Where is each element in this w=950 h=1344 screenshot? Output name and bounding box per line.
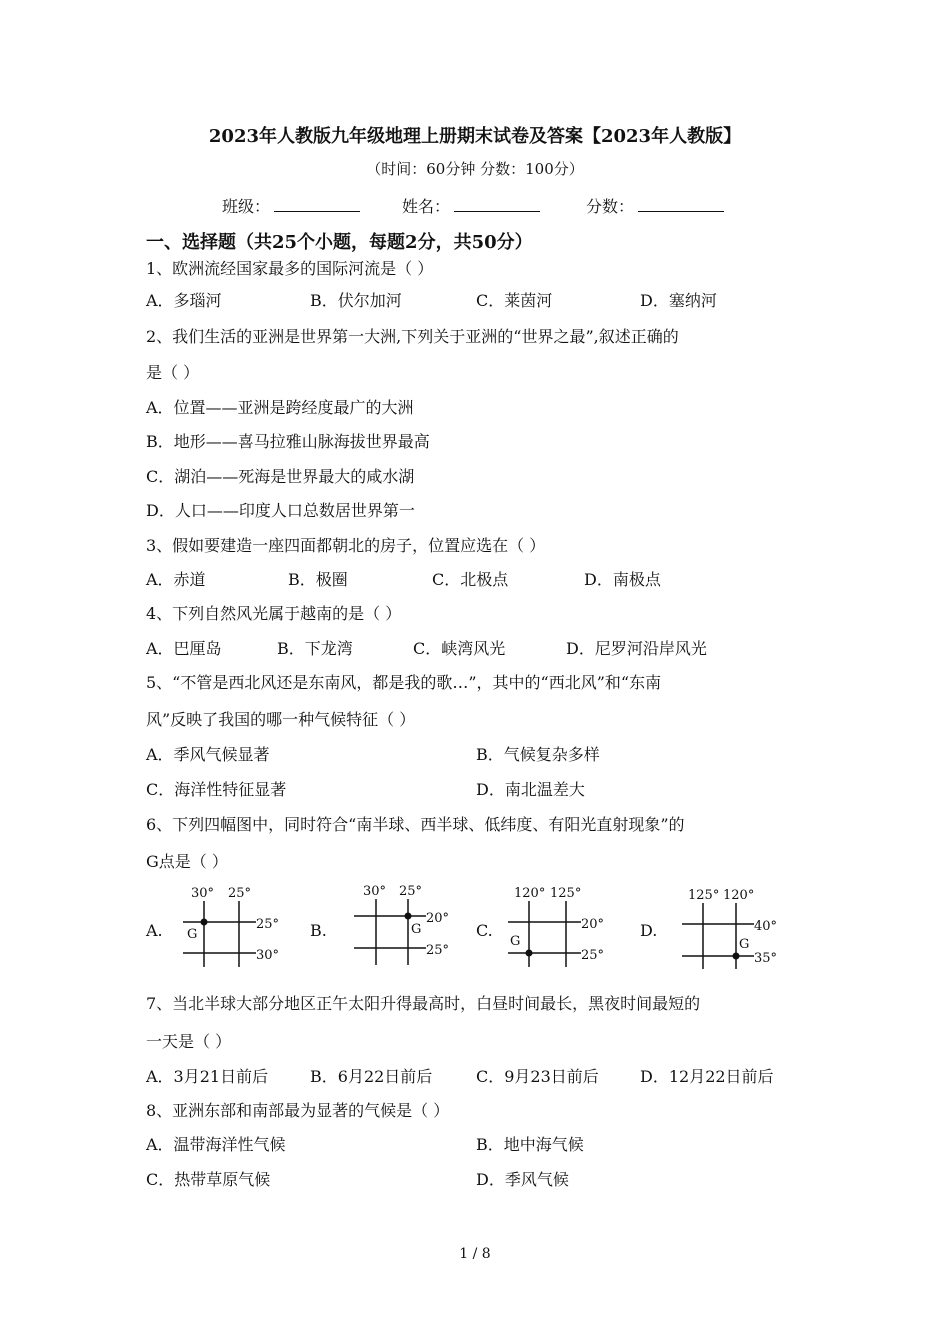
q5-option-a: A．季风气候显著 [146, 745, 270, 764]
q4-option-c: C．峡湾风光 [413, 639, 506, 658]
q6-option-c: C. [476, 921, 493, 940]
exam-time-score: （时间：60分钟 分数：100分） [366, 160, 584, 178]
q3-option-b: B．极圈 [288, 570, 348, 589]
q4-option-a: A．巴厘岛 [146, 639, 222, 658]
page-number: 1 / 8 [459, 1246, 491, 1262]
fig-b-lon2: 25° [399, 884, 423, 899]
q2-option-d: D．人口——印度人口总数居世界第一 [146, 501, 415, 520]
q1-option-c: C．莱茵河 [476, 291, 553, 310]
fig-a-lat1: 25° [256, 917, 280, 932]
fig-d-lon1: 125° [688, 888, 720, 903]
q2-option-a: A．位置——亚洲是跨经度最广的大洲 [146, 398, 414, 417]
fig-c-g-label: G [510, 934, 521, 949]
q2-option-b: B．地形——喜马拉雅山脉海拔世界最高 [146, 432, 430, 451]
q7-option-c: C．9月23日前后 [476, 1067, 599, 1086]
fig-a-lon2: 25° [228, 886, 252, 901]
class-blank[interactable] [274, 197, 360, 212]
fig-c-lon1: 120° [514, 886, 546, 901]
q1-option-d: D．塞纳河 [640, 291, 717, 310]
fig-b-g-label: G [411, 922, 422, 937]
q3-option-c: C．北极点 [432, 570, 509, 589]
q7-option-b: B．6月22日前后 [310, 1067, 433, 1086]
score-field[interactable] [586, 194, 724, 217]
q3-option-a: A．赤道 [146, 570, 206, 589]
fig-c-lon2: 125° [550, 886, 582, 901]
q6-option-d: D. [640, 921, 658, 940]
q7-option-d: D．12月22日前后 [640, 1067, 774, 1086]
name-label: 姓名： [402, 197, 451, 216]
fig-c-lat2: 25° [581, 948, 605, 963]
q3-option-d: D．南极点 [584, 570, 661, 589]
q4-option-b: B．下龙湾 [277, 639, 353, 658]
name-field[interactable] [402, 194, 540, 217]
class-field[interactable] [222, 194, 360, 217]
q2-stem-line2: 是（ ） [146, 363, 200, 382]
q6-figure-c [504, 880, 624, 974]
q7-stem-line1: 7、当北半球大部分地区正午太阳升得最高时，白昼时间最长，黑夜时间最短的 [146, 994, 701, 1013]
q4-option-d: D．尼罗河沿岸风光 [566, 639, 707, 658]
fig-c-lat1: 20° [581, 917, 605, 932]
q8-stem: 8、亚洲东部和南部最为显著的气候是（ ） [146, 1101, 450, 1120]
q7-option-a: A．3月21日前后 [146, 1067, 269, 1086]
q3-stem: 3、假如要建造一座四面都朝北的房子，位置应选在（ ） [146, 536, 546, 555]
fig-d-point-g [733, 953, 740, 960]
fig-d-lat2: 35° [754, 951, 778, 966]
q1-option-b: B．伏尔加河 [310, 291, 402, 310]
fig-d-lon2: 120° [723, 888, 755, 903]
fig-a-point-g [201, 919, 208, 926]
fig-a-lat2: 30° [256, 948, 280, 963]
fig-b-lon1: 30° [363, 884, 387, 899]
q5-stem-line1: 5、“不管是西北风还是东南风，都是我的歌…”，其中的“西北风”和“东南 [146, 673, 662, 692]
q6-option-b: B. [310, 921, 327, 940]
fig-b-lat2: 25° [426, 943, 450, 958]
q5-option-c: C．海洋性特征显著 [146, 780, 287, 799]
q5-option-b: B．气候复杂多样 [476, 745, 600, 764]
q4-stem: 4、下列自然风光属于越南的是（ ） [146, 604, 402, 623]
q8-option-c: C．热带草原气候 [146, 1170, 271, 1189]
q2-option-c: C．湖泊——死海是世界最大的咸水湖 [146, 467, 415, 486]
fig-d-g-label: G [739, 937, 750, 952]
fig-c-point-g [526, 950, 533, 957]
q8-option-b: B．地中海气候 [476, 1135, 584, 1154]
q6-option-a: A. [146, 921, 163, 940]
fig-b-point-g [405, 913, 412, 920]
fig-a-lon1: 30° [191, 886, 215, 901]
q5-stem-line2: 风”反映了我国的哪一种气候特征（ ） [146, 710, 416, 729]
score-blank[interactable] [638, 197, 724, 212]
q6-stem-line1: 6、下列四幅图中，同时符合“南半球、西半球、低纬度、有阳光直射现象”的 [146, 815, 685, 834]
q2-stem-line1: 2、我们生活的亚洲是世界第一大洲,下列关于亚洲的“世界之最”,叙述正确的 [146, 327, 679, 346]
q6-figure-d [676, 882, 796, 976]
class-label: 班级： [222, 197, 271, 216]
fig-d-lat1: 40° [754, 919, 778, 934]
name-blank[interactable] [454, 197, 540, 212]
q6-stem-line2: G点是（ ） [146, 852, 228, 871]
q8-option-a: A．温带海洋性气候 [146, 1135, 286, 1154]
q8-option-d: D．季风气候 [476, 1170, 569, 1189]
q7-stem-line2: 一天是（ ） [146, 1032, 232, 1051]
fig-b-lat1: 20° [426, 911, 450, 926]
fig-a-g-label: G [187, 927, 198, 942]
score-label: 分数： [586, 197, 635, 216]
q6-figure-b [348, 878, 458, 972]
q1-option-a: A．多瑙河 [146, 291, 222, 310]
q1-stem: 1、欧洲流经国家最多的国际河流是（ ） [146, 259, 434, 278]
q5-option-d: D．南北温差大 [476, 780, 585, 799]
section-heading: 一、选择题（共25个小题，每题2分，共50分） [146, 232, 533, 253]
q6-figure-a [176, 880, 286, 974]
page-title: 2023年人教版九年级地理上册期末试卷及答案【2023年人教版】 [208, 126, 742, 147]
